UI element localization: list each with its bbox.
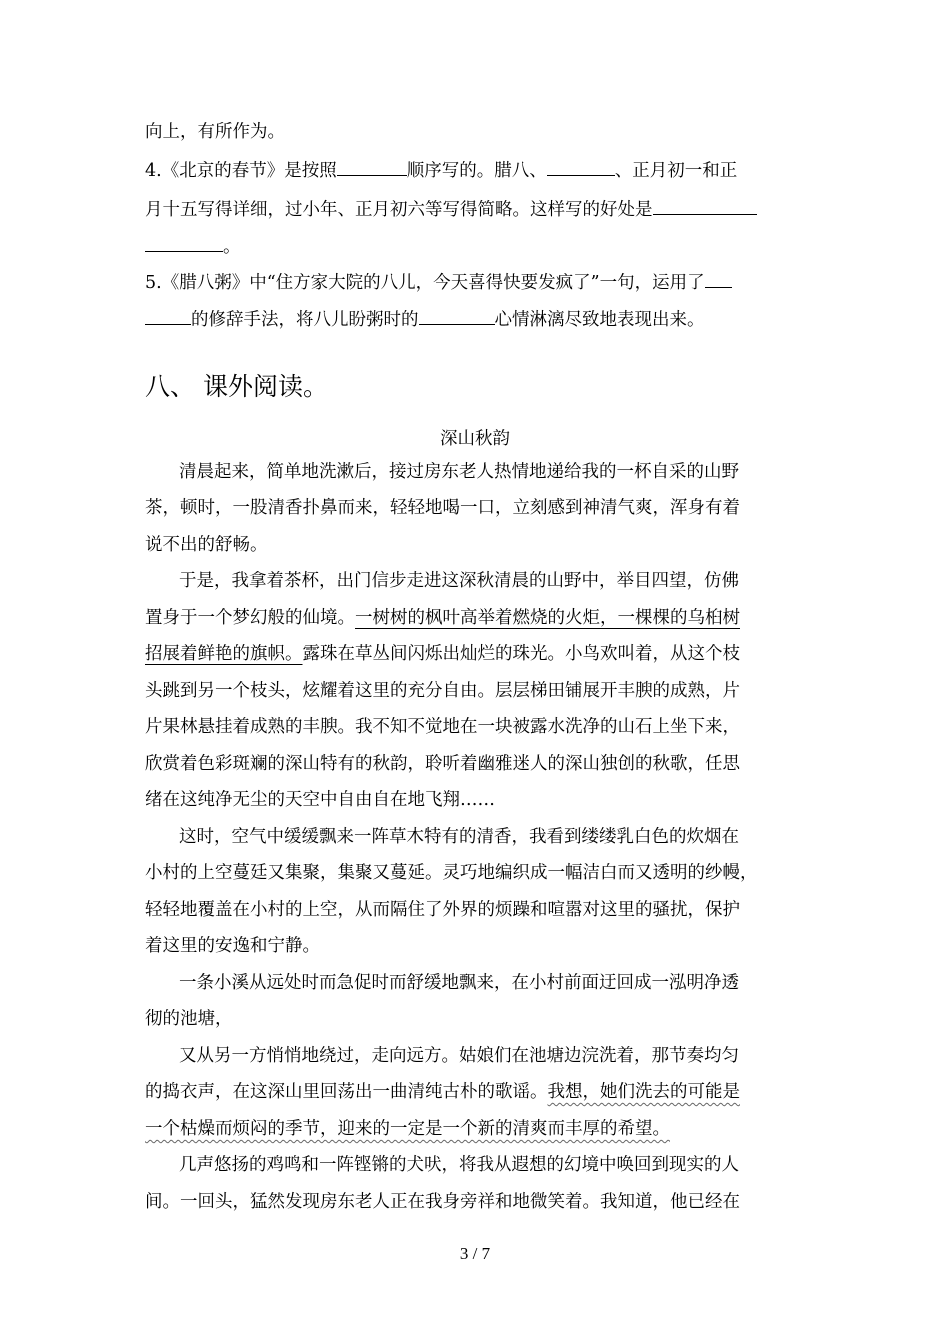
p5-line-2 xyxy=(145,1079,740,1105)
p2-line-5: 片果林悬挂着成熟的丰腴。我不知不觉地在一块被露水洗净的山石上坐下来， xyxy=(145,717,740,737)
q5-text-c: 心情淋漓尽致地表现出来。 xyxy=(494,310,705,330)
q5-blank-rhetoric-1[interactable] xyxy=(705,269,732,288)
p2-line-2 xyxy=(145,605,740,631)
p3-line-1: 这时，空气中缓缓飘来一阵草木特有的清香，我看到缕缕乳白色的炊烟在 xyxy=(179,827,739,847)
p4-line-1: 一条小溪从远处时而急促时而舒缓地飘来，在小村前面迂回成一泓明净透 xyxy=(179,973,739,993)
p2-text: 置身于一个梦幻般的仙境。 xyxy=(145,608,355,628)
q5-text-a: 5.《腊八粥》中“住方家大院的八儿，今天喜得快要发疯了”一句，运用了 xyxy=(145,273,705,293)
p5-text: 的捣衣声，在这深山里回荡出一曲清纯古朴的歌谣。 xyxy=(145,1082,548,1102)
p2-line-6: 欣赏着色彩斑斓的深山特有的秋韵，聆听着幽雅迷人的深山独创的秋歌，任思 xyxy=(145,754,740,774)
question-5-line-2 xyxy=(145,306,705,333)
q4-blank-benefit-2[interactable] xyxy=(145,233,223,252)
p6-line-2: 间。一回头，猛然发现房东老人正在我身旁祥和地微笑着。我知道，他已经在 xyxy=(145,1192,740,1212)
answer-line-continuation: 向上，有所作为。 xyxy=(145,122,285,142)
p1-line-2: 茶，顿时，一股清香扑鼻而来，轻轻地喝一口，立刻感到神清气爽，浑身有着 xyxy=(145,498,740,518)
p5-line-1: 又从另一方悄悄地绕过，走向远方。姑娘们在池塘边浣洗着，那节奏均匀 xyxy=(179,1046,739,1066)
p5-line-3 xyxy=(145,1116,670,1142)
question-5-line-1 xyxy=(145,269,732,296)
p2-text: 露珠在草丛间闪烁出灿烂的珠光。小鸟欢叫着，从这个枝 xyxy=(302,644,740,664)
underlined-sentence: 一树树的枫叶高举着燃烧的火炬，一棵棵的乌桕树 xyxy=(355,608,740,628)
p1-line-1: 清晨起来，简单地洗漱后，接过房东老人热情地递给我的一杯自采的山野 xyxy=(179,462,739,482)
p2-line-3 xyxy=(145,641,740,667)
p2-line-7: 绪在这纯净无尘的天空中自由自在地飞翔…… xyxy=(145,790,495,810)
question-4-line-3 xyxy=(145,233,241,260)
q4-text-a: 4.《北京的春节》是按照 xyxy=(145,161,337,181)
wavy-underlined-sentence: 一个枯燥而烦闷的季节，迎来的一定是一个新的清爽而丰厚的希望。 xyxy=(145,1119,670,1139)
p4-line-2: 彻的池塘， xyxy=(145,1009,233,1029)
q4-text-c: 、正月初一和正 xyxy=(614,161,738,181)
p1-line-3: 说不出的舒畅。 xyxy=(145,535,268,555)
p6-line-1: 几声悠扬的鸡鸣和一阵铿锵的犬吠，将我从遐想的幻境中唤回到现实的人 xyxy=(179,1155,739,1175)
q5-blank-mood[interactable] xyxy=(419,306,495,325)
q4-text-b: 顺序写的。腊八、 xyxy=(406,161,547,181)
page-number: 3 / 7 xyxy=(459,1244,491,1263)
question-4-line-1 xyxy=(145,157,737,184)
p2-line-1: 于是，我拿着茶杯，出门信步走进这深秋清晨的山野中，举目四望，仿佛 xyxy=(179,571,739,591)
q5-blank-rhetoric-2[interactable] xyxy=(145,306,191,325)
p3-line-4: 着这里的安逸和宁静。 xyxy=(145,936,320,956)
underlined-sentence: 招展着鲜艳的旗帜。 xyxy=(145,644,303,664)
section-heading: 八、 课外阅读。 xyxy=(145,372,328,401)
q4-blank-order[interactable] xyxy=(337,157,407,176)
q4-blank-day[interactable] xyxy=(547,157,615,176)
question-4-line-2 xyxy=(145,196,757,223)
q4-text-e: 。 xyxy=(223,237,241,257)
q5-text-b: 的修辞手法，将八儿盼粥时的 xyxy=(191,310,419,330)
p3-line-2: 小村的上空蔓廷又集聚，集聚又蔓延。灵巧地编织成一幅洁白而又透明的纱幔， xyxy=(145,863,758,883)
q4-text-d: 月十五写得详细，过小年、正月初六等写得简略。这样写的好处是 xyxy=(145,200,653,220)
passage-title: 深山秋韵 xyxy=(440,429,510,449)
p3-line-3: 轻轻地覆盖在小村的上空，从而隔住了外界的烦躁和喧嚣对这里的骚扰，保护 xyxy=(145,900,740,920)
wavy-underlined-sentence: 我想，她们洗去的可能是 xyxy=(547,1082,740,1102)
q4-blank-benefit-1[interactable] xyxy=(653,196,757,215)
p2-line-4: 头跳到另一个枝头，炫耀着这里的充分自由。层层梯田铺展开丰腴的成熟，片 xyxy=(145,681,740,701)
